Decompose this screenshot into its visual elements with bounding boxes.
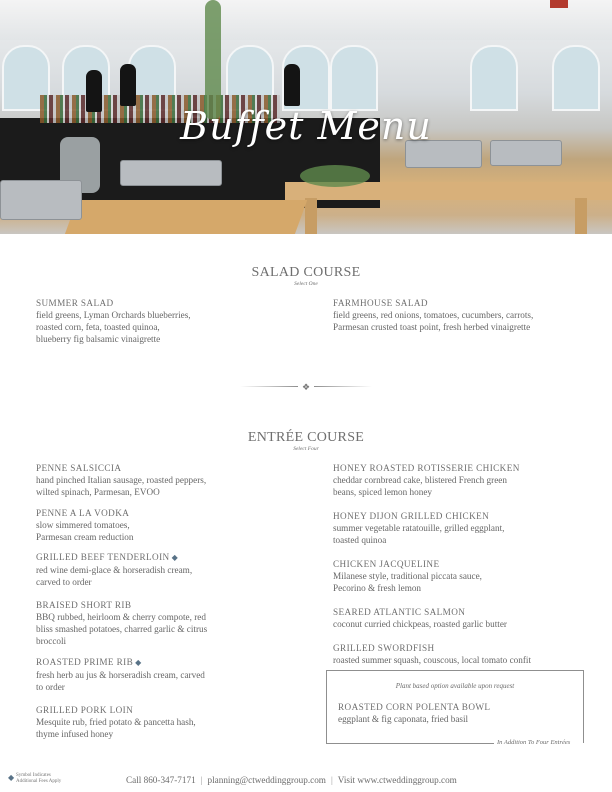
- menu-item: [36, 507, 133, 543]
- item-desc: fresh herb au jus & horseradish cream, carved: [36, 670, 205, 680]
- greenery: [205, 0, 221, 120]
- menu-item: [338, 701, 490, 725]
- table-leg: [575, 198, 587, 234]
- item-desc: beans, spiced lemon honey: [333, 487, 432, 497]
- menu-item: [36, 462, 206, 498]
- footer-contact: [126, 775, 457, 785]
- item-name: GRILLED SWORDFISH: [333, 643, 435, 653]
- divider-line: [314, 386, 372, 387]
- table-leg: [305, 198, 317, 234]
- separator: |: [200, 775, 203, 785]
- item-desc: cheddar cornbread cake, blistered French green: [333, 475, 507, 485]
- item-name-row: [36, 551, 192, 564]
- item-name: FARMHOUSE SALAD: [333, 298, 428, 308]
- item-desc: eggplant & fig caponata, fried basil: [338, 714, 469, 724]
- item-desc: bliss smashed potatoes, charred garlic & citrus: [36, 624, 208, 634]
- menu-item: [333, 558, 482, 594]
- item-name: HONEY ROASTED ROTISSERIE CHICKEN: [333, 463, 520, 473]
- menu-item: [333, 510, 504, 546]
- addition-note: In Addition To Four Entrées: [497, 739, 571, 746]
- item-desc: Milanese style, traditional piccata sauce,: [333, 571, 482, 581]
- item-name: HONEY DIJON GRILLED CHICKEN: [333, 511, 490, 521]
- item-name: ROASTED CORN POLENTA BOWL: [338, 702, 491, 712]
- additional-fee-icon: ◆: [8, 773, 15, 782]
- item-name: CHICKEN JACQUELINE: [333, 559, 440, 569]
- salad-course-subtitle: Select One: [294, 281, 318, 287]
- item-desc: Parmesan cream reduction: [36, 532, 134, 542]
- item-name: GRILLED BEEF TENDERLOIN: [36, 552, 170, 562]
- greenery: [300, 165, 370, 187]
- item-desc: red wine demi-glace & horseradish cream,: [36, 565, 193, 575]
- menu-item: [36, 704, 196, 740]
- item-desc: wilted spinach, Parmesan, EVOO: [36, 487, 160, 497]
- item-desc: broccoli: [36, 636, 67, 646]
- email-link[interactable]: planning@ctweddinggroup.com: [207, 775, 326, 785]
- item-desc: BBQ rubbed, heirloom & cherry compote, red: [36, 612, 206, 622]
- entree-course-subtitle: Select Four: [293, 446, 319, 452]
- fee-legend-line: Additional Fees Apply: [16, 779, 62, 784]
- section-divider: [240, 382, 372, 392]
- separator: |: [330, 775, 333, 785]
- item-desc: field greens, red onions, tomatoes, cucumbers, carrots,: [333, 310, 534, 320]
- item-name: SUMMER SALAD: [36, 298, 114, 308]
- salad-course-title: SALAD COURSE: [251, 265, 361, 280]
- menu-item: [333, 462, 520, 498]
- exit-sign: [550, 0, 568, 8]
- menu-item: [333, 297, 533, 333]
- chafing-dish: [0, 180, 82, 220]
- additional-fee-icon: ◆: [171, 553, 179, 562]
- menu-item: [36, 656, 205, 693]
- menu-item: [333, 606, 507, 630]
- item-desc: Parmesan crusted toast point, fresh herbed vinaigrette: [333, 322, 531, 332]
- chafing-dish: [120, 160, 222, 186]
- website-link[interactable]: Visit www.ctweddinggroup.com: [337, 775, 457, 785]
- menu-item: [333, 642, 531, 666]
- item-name: PENNE SALSICCIA: [36, 463, 122, 473]
- phone-link[interactable]: Call 860-347-7171: [126, 775, 196, 785]
- item-name-row: [36, 656, 205, 669]
- entree-course-title: ENTRÉE COURSE: [247, 430, 365, 445]
- item-desc: roasted summer squash, couscous, local tomato confit: [333, 655, 531, 665]
- item-desc: hand pinched Italian sausage, roasted peppers,: [36, 475, 207, 485]
- plant-based-note: Plant based option available upon request: [395, 682, 515, 690]
- item-desc: summer vegetable ratatouille, grilled eggplant,: [333, 523, 505, 533]
- item-desc: coconut curried chickpeas, roasted garlic butter: [333, 619, 507, 629]
- item-desc: slow simmered tomatoes,: [36, 520, 130, 530]
- item-name: SEARED ATLANTIC SALMON: [333, 607, 466, 617]
- tent-roof: [0, 0, 612, 40]
- menu-item: [36, 297, 191, 345]
- bartender: [120, 64, 136, 106]
- item-name: ROASTED PRIME RIB: [36, 657, 134, 667]
- item-desc: field greens, Lyman Orchards blueberries,: [36, 310, 191, 320]
- item-desc: thyme infused honey: [36, 729, 114, 739]
- tent-window: [330, 45, 378, 111]
- fee-legend-line: Symbol Indicates: [16, 773, 51, 778]
- item-desc: to order: [36, 682, 65, 692]
- bartender: [284, 64, 300, 106]
- item-desc: carved to order: [36, 577, 92, 587]
- box-bottom-line: [326, 743, 494, 744]
- tent-window: [470, 45, 518, 111]
- divider-line: [240, 386, 298, 387]
- item-name: PENNE A LA VODKA: [36, 508, 130, 518]
- item-desc: Pecorino & fresh lemon: [333, 583, 422, 593]
- item-desc: Mesquite rub, fried potato & pancetta hash,: [36, 717, 196, 727]
- plant-based-option-box: [326, 670, 584, 746]
- item-name: GRILLED PORK LOIN: [36, 705, 134, 715]
- item-desc: roasted corn, feta, toasted quinoa,: [36, 322, 160, 332]
- tent-window: [552, 45, 600, 111]
- wooden-table: [63, 200, 308, 234]
- menu-item: [36, 599, 207, 647]
- hero-image: [0, 0, 612, 234]
- diamond-ornament-icon: ❖: [301, 382, 311, 392]
- menu-item: [36, 551, 192, 588]
- item-desc: blueberry fig balsamic vinaigrette: [36, 334, 161, 344]
- page-title: Buffet Menu: [180, 104, 432, 148]
- item-name: BRAISED SHORT RIB: [36, 600, 132, 610]
- fee-legend-text: [16, 773, 61, 785]
- additional-fee-icon: ◆: [135, 658, 142, 667]
- item-desc: toasted quinoa: [333, 535, 387, 545]
